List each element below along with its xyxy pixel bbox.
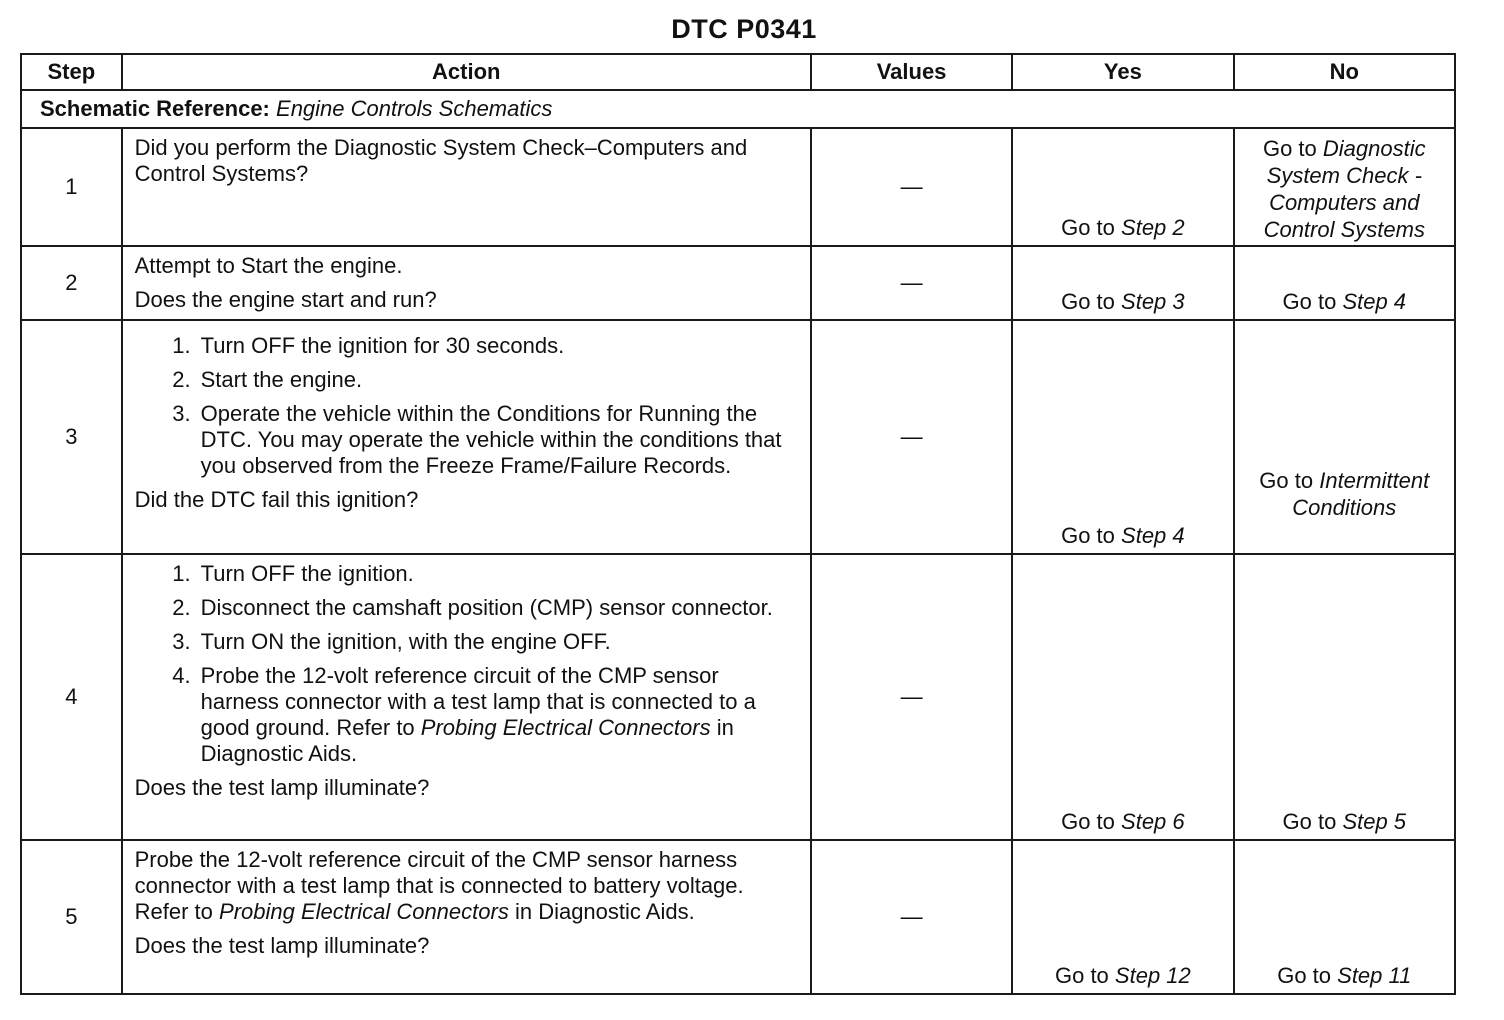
action-question: Does the test lamp illuminate? [134, 775, 430, 800]
schematic-reference-row [21, 90, 1455, 128]
header-step: Step [21, 54, 122, 90]
action-cell [122, 840, 811, 994]
action-question: Did the DTC fail this ignition? [134, 487, 419, 512]
header-row [21, 54, 1455, 90]
yes-cell [1012, 554, 1233, 840]
probing-connectors-link[interactable]: Probing Electrical Connectors [219, 899, 509, 924]
list-item: 2. Disconnect the camshaft position (CMP) sensor connector. [172, 595, 773, 620]
header-values: Values [811, 54, 1012, 90]
yes-goto[interactable]: Go to Step 3 [1061, 289, 1185, 314]
action-cell [122, 246, 811, 320]
action-steps [135, 333, 800, 479]
values-cell: — [811, 246, 1012, 320]
step-number: 2 [21, 246, 122, 320]
no-cell [1234, 246, 1455, 320]
step-number: 3 [21, 320, 122, 554]
action-text: Did you perform the Diagnostic System Check–Computers and Control Systems? [134, 135, 748, 186]
table-row [21, 128, 1455, 246]
action-text: Probe the 12-volt reference circuit of the CMP sensor harness connector with a test lamp that is connected to battery voltage. Refer to Probing Electrical Connectors in Diagnostic Aids. [134, 847, 744, 924]
diagnostic-table [20, 53, 1456, 995]
yes-goto[interactable]: Go to Step 2 [1061, 215, 1185, 240]
action-steps [135, 561, 800, 767]
step-number: 4 [21, 554, 122, 840]
header-action: Action [122, 54, 811, 90]
list-item: 1. Turn OFF the ignition. [172, 561, 414, 586]
values-cell: — [811, 128, 1012, 246]
list-item: 2. Start the engine. [172, 367, 363, 392]
yes-cell [1012, 128, 1233, 246]
values-cell: — [811, 320, 1012, 554]
values-cell: — [811, 554, 1012, 840]
yes-goto[interactable]: Go to Step 6 [1061, 809, 1185, 834]
table-row [21, 320, 1455, 554]
probing-connectors-link[interactable]: Probing Electrical Connectors [420, 715, 711, 740]
step-number: 1 [21, 128, 122, 246]
header-no: No [1234, 54, 1455, 90]
table-row [21, 246, 1455, 320]
no-goto[interactable]: Go to Step 11 [1277, 963, 1412, 988]
schematic-ref-link[interactable]: Engine Controls Schematics [276, 96, 553, 121]
action-cell [122, 554, 811, 840]
action-question: Does the test lamp illuminate? [134, 933, 430, 958]
no-goto[interactable]: Go to Step 4 [1282, 289, 1407, 314]
no-goto[interactable]: Go to Step 5 [1282, 809, 1407, 834]
yes-cell [1012, 246, 1233, 320]
header-yes: Yes [1012, 54, 1233, 90]
no-cell [1234, 840, 1455, 994]
list-item: 1. Turn OFF the ignition for 30 seconds. [172, 333, 565, 358]
table-row [21, 554, 1455, 840]
action-question: Does the engine start and run? [134, 287, 437, 312]
yes-goto[interactable]: Go to Step 12 [1054, 963, 1191, 988]
schematic-reference [21, 90, 1455, 128]
no-cell [1234, 554, 1455, 840]
action-cell [122, 128, 811, 246]
schematic-label: Schematic Reference: [40, 96, 270, 121]
no-cell [1234, 128, 1455, 246]
no-cell [1234, 320, 1455, 554]
yes-goto[interactable]: Go to Step 4 [1061, 523, 1185, 548]
list-item: 4. Probe the 12-volt reference circuit of the CMP sensor harness connector with a test lamp that is connected to a good ground. Refer to Probing Electrical Connectors in Diagnostic Aids. [172, 663, 756, 766]
list-item: 3. Operate the vehicle within the Conditions for Running the DTC. You may operate the vehicle within the conditions that you observed from the Freeze Frame/Failure Records. [172, 401, 782, 478]
action-text: Attempt to Start the engine. [134, 253, 403, 278]
page-title: DTC P0341 [671, 14, 817, 44]
yes-cell [1012, 840, 1233, 994]
step-number: 5 [21, 840, 122, 994]
values-cell: — [811, 840, 1012, 994]
yes-cell [1012, 320, 1233, 554]
no-goto[interactable]: Go to Intermittent Conditions [1259, 468, 1430, 520]
list-item: 3. Turn ON the ignition, with the engine OFF. [172, 629, 611, 654]
no-goto[interactable]: Go to Diagnostic System Check - Computers and Control Systems [1262, 136, 1426, 242]
action-cell [122, 320, 811, 554]
table-row [21, 840, 1455, 994]
